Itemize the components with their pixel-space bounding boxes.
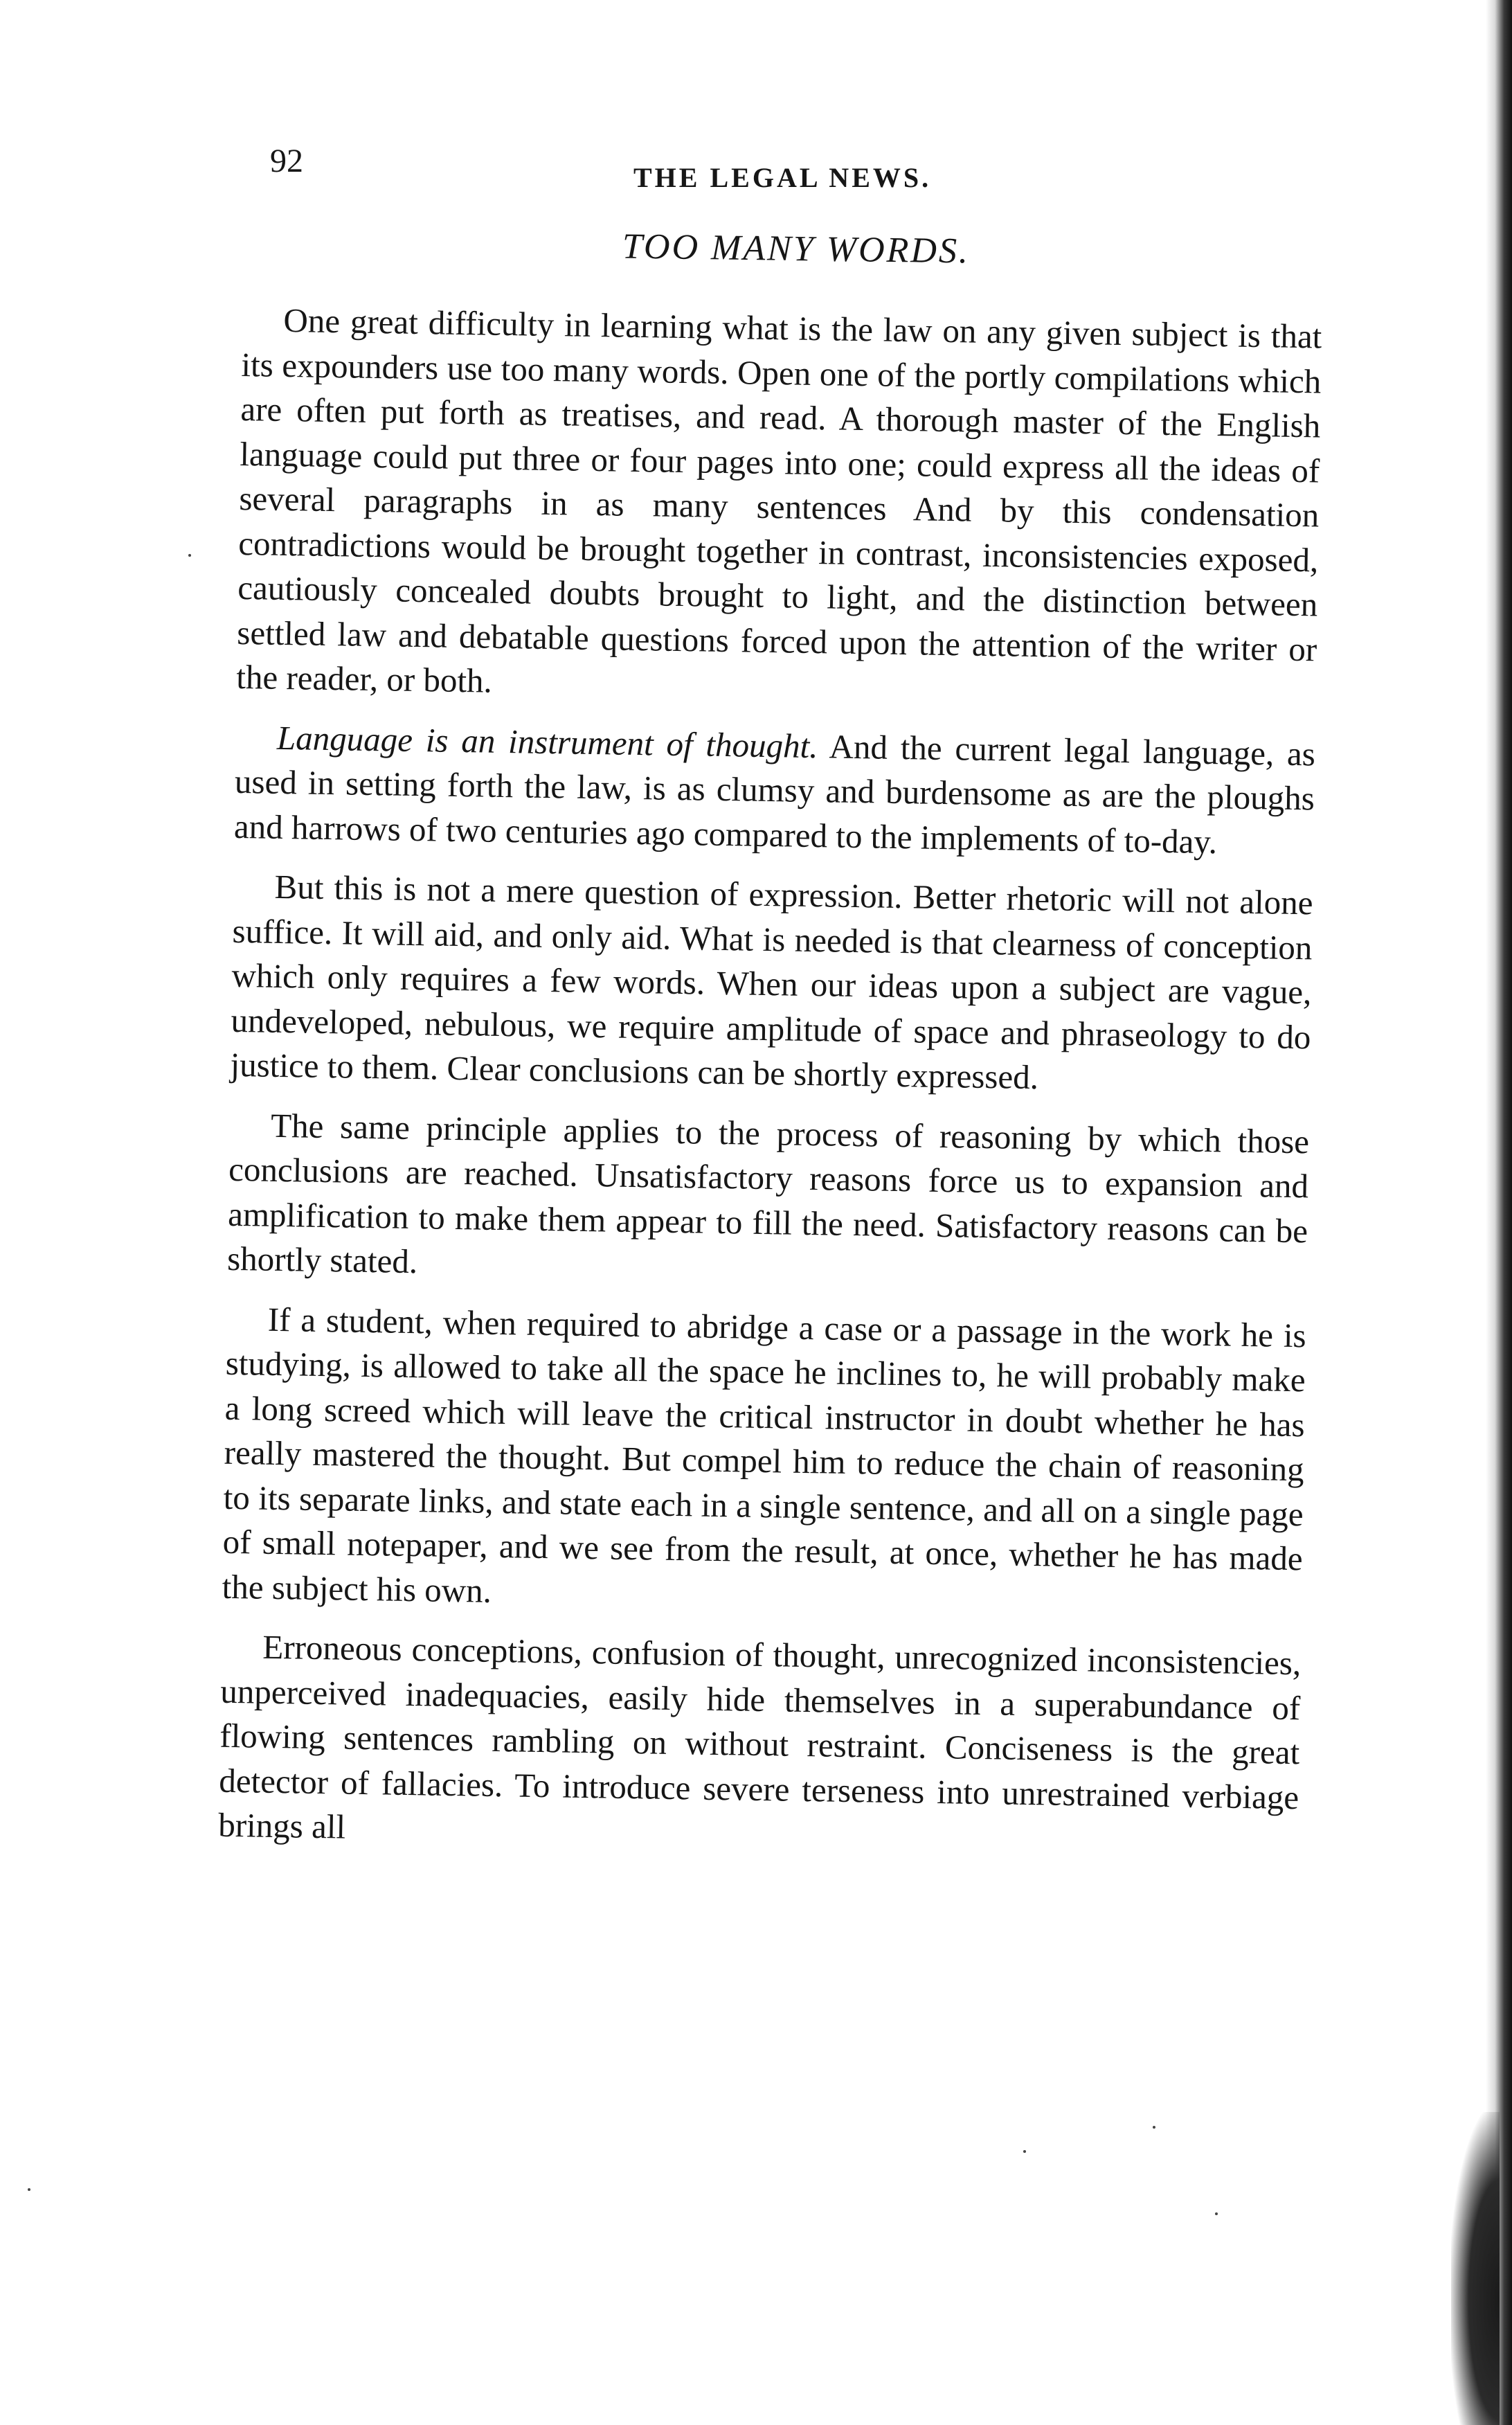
page-binding-shadow — [1451, 2112, 1500, 2425]
paragraph-2 — [233, 715, 1315, 866]
paragraph-3-text: But this is not a mere question of expression. Better rhetoric will not alone suffice. It will aid, and only aid. What is needed is that clearness of conception which only requires a few words. When our ideas upon a subject are vague, undeveloped, nebulous, we require amplitude of space and phraseology to do justice to them. Clear conclusions can be shortly expressed. — [230, 867, 1313, 1097]
scan-speck — [188, 554, 191, 557]
paragraph-6 — [218, 1625, 1302, 1865]
scan-speck — [28, 2188, 30, 2191]
scan-speck — [1023, 2150, 1026, 2153]
scan-speck — [1153, 2126, 1155, 2129]
article-title: TOO MANY WORDS. — [622, 226, 971, 271]
paragraph-4 — [227, 1102, 1310, 1298]
paragraph-2-italic-lead: Language is an instrument of thought. — [276, 718, 818, 765]
paragraph-5 — [222, 1296, 1306, 1626]
page-binding-edge — [1486, 0, 1512, 2425]
paragraph-4-text: The same principle applies to the process of reasoning by which those conclusions are reached. Unsatisfactory reasons force us to expansion and amplification to make them appear to fill the need. Satisfactory reasons can be shortly stated. — [226, 1106, 1310, 1281]
paragraph-3 — [230, 864, 1313, 1104]
paragraph-5-text: If a student, when required to abridge a case or a passage in the work he is studying, is allowed to take all the space he inclines to, he will probably make a long screed which will leave the critical instructor in doubt whether he has really mastered the thought. But compel him to reduce the chain of reasoning to its separate links, and state each in a single sentence, and all on a single page of small notepaper, and we see from the result, at once, whether he has made the subject his own. — [222, 1300, 1307, 1610]
page-header — [270, 142, 1322, 197]
running-head: THE LEGAL NEWS. — [633, 162, 932, 193]
scan-speck — [1215, 2212, 1218, 2215]
paragraph-1 — [236, 298, 1322, 717]
page-number: 92 — [270, 143, 303, 179]
paragraph-2-text: And the current legal language, as used in setting forth the law, is as clumsy and burdensome as are the ploughs and harrows of two centuries ago compared to the implements of to-day. — [233, 726, 1316, 861]
paragraph-1-text: One great difficulty in learning what is the law on any given subject is that its expounders use too many words. Open one of the portly compilations which are often put forth as treatises, and read. A thorough master of the English language could put three or four pages into one; could express all the ideas of several paragraphs in as many sentences And by this condensation contradictions would be brought together in contrast, inconsistencies exposed, cautiously concealed doubts brought to light, and the distinction between settled law and debatable questions forced upon the attention of the writer or the reader, or both. — [235, 301, 1322, 700]
article-body — [217, 298, 1322, 1880]
paragraph-6-text: Erroneous conceptions, confusion of thought, unrecognized inconsistencies, unperceived inadequacies, easily hide themselves in a superabundance of flowing sentences rambling on without restraint. Conciseness is the great detector of fallacies. To introduce severe terseness into unrestrained verbiage brings all — [217, 1627, 1302, 1846]
